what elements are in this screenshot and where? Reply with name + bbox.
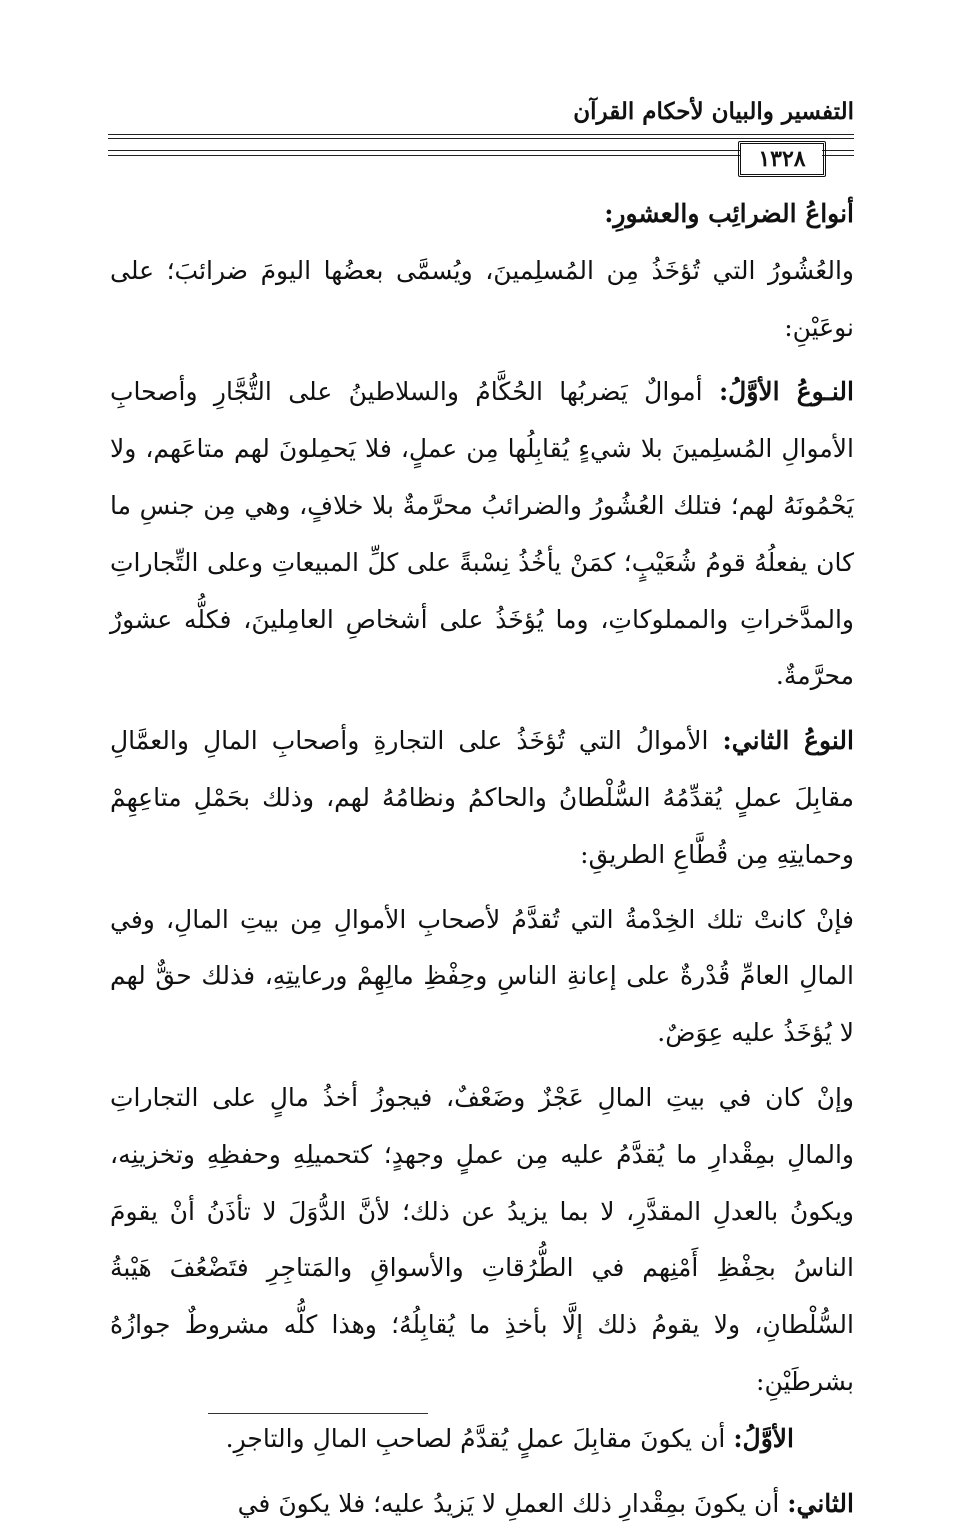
condition-first (110, 1411, 854, 1468)
paragraph-text: فإنْ كانتْ تلك الخِدْمةُ التي تُقدَّمُ لأصحابِ الأموالِ مِن بيتِ المالِ، وفي المالِ العامِّ قُدْرةٌ على إعانةِ الناسِ وحِفْظِ مالِهِمْ ورعايتِهِ، فذلك حقٌّ لهم لا يُؤخَذُ عليه عِوَضٌ. (110, 904, 854, 1048)
paragraph-intro (110, 243, 854, 357)
paragraph-text: الأموالُ التي تُؤخَذُ على التجارةِ وأصحابِ المالِ والعمَّالِ مقابِلَ عملٍ يُقدِّمُهُ السُّلْطانُ والحاكمُ ونظامُهُ لهم، وذلك بحَمْلِ متاعِهِمْ وحمايتِهِ مِن قُطَّاعِ الطريقِ: (110, 726, 854, 869)
paragraph-term: النـوعُ الأوَّلُ: (718, 377, 854, 407)
condition-term: الثاني: (787, 1488, 854, 1518)
paragraph-term: النوعُ الثاني: (722, 726, 854, 756)
paragraph-text: أموالٌ يَضربُها الحُكَّامُ والسلاطينُ على التُّجَّارِ وأصحابِ الأموالِ المُسلِمينَ بلا شيءٍ يُقابِلُها مِن عملٍ، فلا يَحمِلونَ لهم متاعَهم، ولا يَحْمُونَهُ لهم؛ فتلك العُشُورُ والضرائبُ محرَّمةٌ بلا خلافٍ، وهي مِن جنسِ ما كان يفعلُهُ قومُ شُعَيْبٍ؛ كمَنْ يأخُذُ نِسْبةً على كلِّ المبيعاتِ وعلى التِّجاراتِ والمدَّخراتِ والمملوكاتِ، وما يُؤخَذُ على أشخاصِ العامِلينَ، فكلُّه عشورٌ محرَّمةٌ. (110, 377, 854, 691)
paragraph-first-type (110, 364, 854, 705)
header-rule (822, 150, 854, 151)
paragraph-treasury-deficit (110, 1070, 854, 1411)
header-rule (822, 155, 854, 156)
paragraph-text: وإنْ كان في بيتِ المالِ عَجْزٌ وضَعْفٌ، فيجوزُ أخذُ مالٍ على التجاراتِ والمالِ بمِقْدارِ ما يُقدَّمُ عليه مِن عملٍ وجهدٍ؛ كتحميلِهِ وحفظِهِ وتخزينِه، ويكونُ بالعدلِ المقدَّرِ، لا بما يزيدُ عن ذلك؛ لأنَّ الدُّوَلَ لا تأذَنُ أنْ يقومَ الناسُ بحِفْظِ أَمْنِهم في الطُّرُقاتِ والأسواقِ والمَتاجِرِ فتَضْعُفَ هَيْبةُ السُّلْطانِ، ولا يقومُ ذلك إلَّا بأخذِ ما يُقابِلُهُ؛ وهذا كلُّه مشروطٌ جوازُهُ بشرطَيْنِ: (110, 1082, 854, 1396)
condition-second (110, 1476, 854, 1532)
header-rule (108, 150, 740, 151)
condition-text: أن يكونَ بمِقْدارِ ذلك العملِ لا يَزيدُ عليه؛ فلا يكونَ في (237, 1488, 780, 1518)
main-text (110, 186, 854, 1532)
running-header-title: التفسير والبيان لأحكام القرآن (573, 98, 854, 125)
paragraph-public-treasury (110, 892, 854, 1062)
footnote-rule (208, 1413, 428, 1414)
condition-text: أن يكونَ مقابِلَ عملٍ يُقدَّمُ لصاحبِ المالِ والتاجرِ. (225, 1423, 726, 1453)
header-rule (108, 155, 740, 156)
header-rule (108, 134, 854, 135)
paragraph-second-type (110, 713, 854, 883)
condition-term: الأوَّلُ: (733, 1423, 794, 1453)
section-heading: أنواعُ الضرائِب والعشورِ: (604, 199, 854, 228)
header-rule (108, 138, 854, 139)
page-number: ١٣٢٨ (738, 141, 826, 177)
paragraph-text: والعُشُورُ التي تُؤخَذُ مِن المُسلِمينَ، ويُسمَّى بعضُها اليومَ ضرائبَ؛ على نوعَيْنِ: (110, 255, 854, 342)
